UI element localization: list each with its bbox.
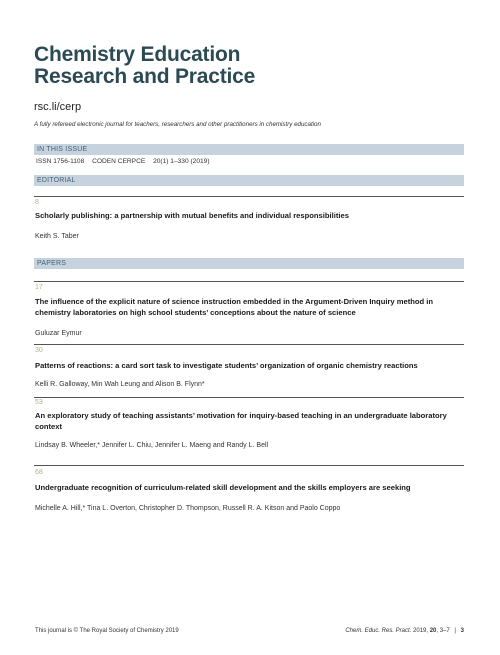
divider bbox=[34, 344, 464, 345]
article-authors: Kelli R. Galloway, Min Wah Leung and Alison B. Flynn* bbox=[35, 381, 205, 388]
journal-title bbox=[34, 44, 255, 88]
footer-year: 2019, bbox=[413, 628, 430, 634]
article-page-number: 17 bbox=[35, 284, 43, 291]
volume-info: 20(1) 1–330 (2019) bbox=[153, 158, 210, 165]
issue-info bbox=[36, 158, 216, 165]
contents-page bbox=[34, 0, 464, 655]
in-this-issue-header: IN THIS ISSUE bbox=[34, 144, 464, 155]
article-page-number: 53 bbox=[35, 399, 43, 406]
article-title[interactable]: Scholarly publishing: a partnership with mutual benefits and individual responsibilities bbox=[35, 211, 349, 220]
article-authors: Lindsay B. Wheeler,* Jennifer L. Chiu, Jennifer L. Maeng and Randy L. Bell bbox=[35, 442, 269, 449]
journal-title-line-1: Chemistry Education bbox=[34, 43, 241, 66]
article-authors: Keith S. Taber bbox=[35, 233, 79, 240]
coden: CODEN CERPCE bbox=[92, 158, 146, 165]
journal-url[interactable]: rsc.li/cerp bbox=[34, 101, 82, 113]
article-title[interactable]: Patterns of reactions: a card sort task to investigate students’ organization of organic chemistry reactions bbox=[35, 361, 418, 370]
article-title[interactable]: Undergraduate recognition of curriculum-related skill development and the skills employers are seeking bbox=[35, 483, 411, 492]
issn: ISSN 1756-1108 bbox=[36, 158, 85, 165]
footer-separator: | bbox=[454, 628, 456, 634]
journal-tagline: A fully refereed electronic journal for teachers, researchers and other practitioners in chemistry education bbox=[34, 121, 321, 128]
footer-citation bbox=[345, 628, 464, 634]
section-header-papers: PAPERS bbox=[34, 258, 464, 269]
article-title[interactable]: The influence of the explicit nature of science instruction embedded in the Argument-Driven Inquiry method in chemistry laboratories on high school students’ conceptions about the nature of science bbox=[35, 297, 434, 317]
footer-volume: 20 bbox=[429, 628, 437, 634]
journal-title-line-2: Research and Practice bbox=[34, 65, 256, 88]
footer-pages: , 3–7 bbox=[436, 628, 450, 634]
footer-page-number: 3 bbox=[460, 628, 464, 634]
article-page-number: 30 bbox=[35, 347, 43, 354]
article-page-number: 68 bbox=[35, 469, 43, 476]
footer-copyright: This journal is © The Royal Society of Chemistry 2019 bbox=[35, 628, 179, 634]
footer-journal-abbrev: Chem. Educ. Res. Pract. bbox=[345, 628, 412, 634]
article-authors: Michelle A. Hill,* Tina L. Overton, Christopher D. Thompson, Russell R. A. Kitson and Paolo Coppo bbox=[35, 505, 341, 512]
divider bbox=[34, 196, 464, 197]
divider bbox=[34, 465, 464, 466]
divider bbox=[34, 281, 464, 282]
article-page-number: 8 bbox=[35, 199, 39, 206]
divider bbox=[34, 397, 464, 398]
article-authors: Guluzar Eymur bbox=[35, 330, 82, 337]
section-header-editorial: EDITORIAL bbox=[34, 175, 464, 186]
article-title[interactable]: An exploratory study of teaching assistants’ motivation for inquiry-based teaching in an undergraduate laboratory context bbox=[35, 411, 447, 431]
